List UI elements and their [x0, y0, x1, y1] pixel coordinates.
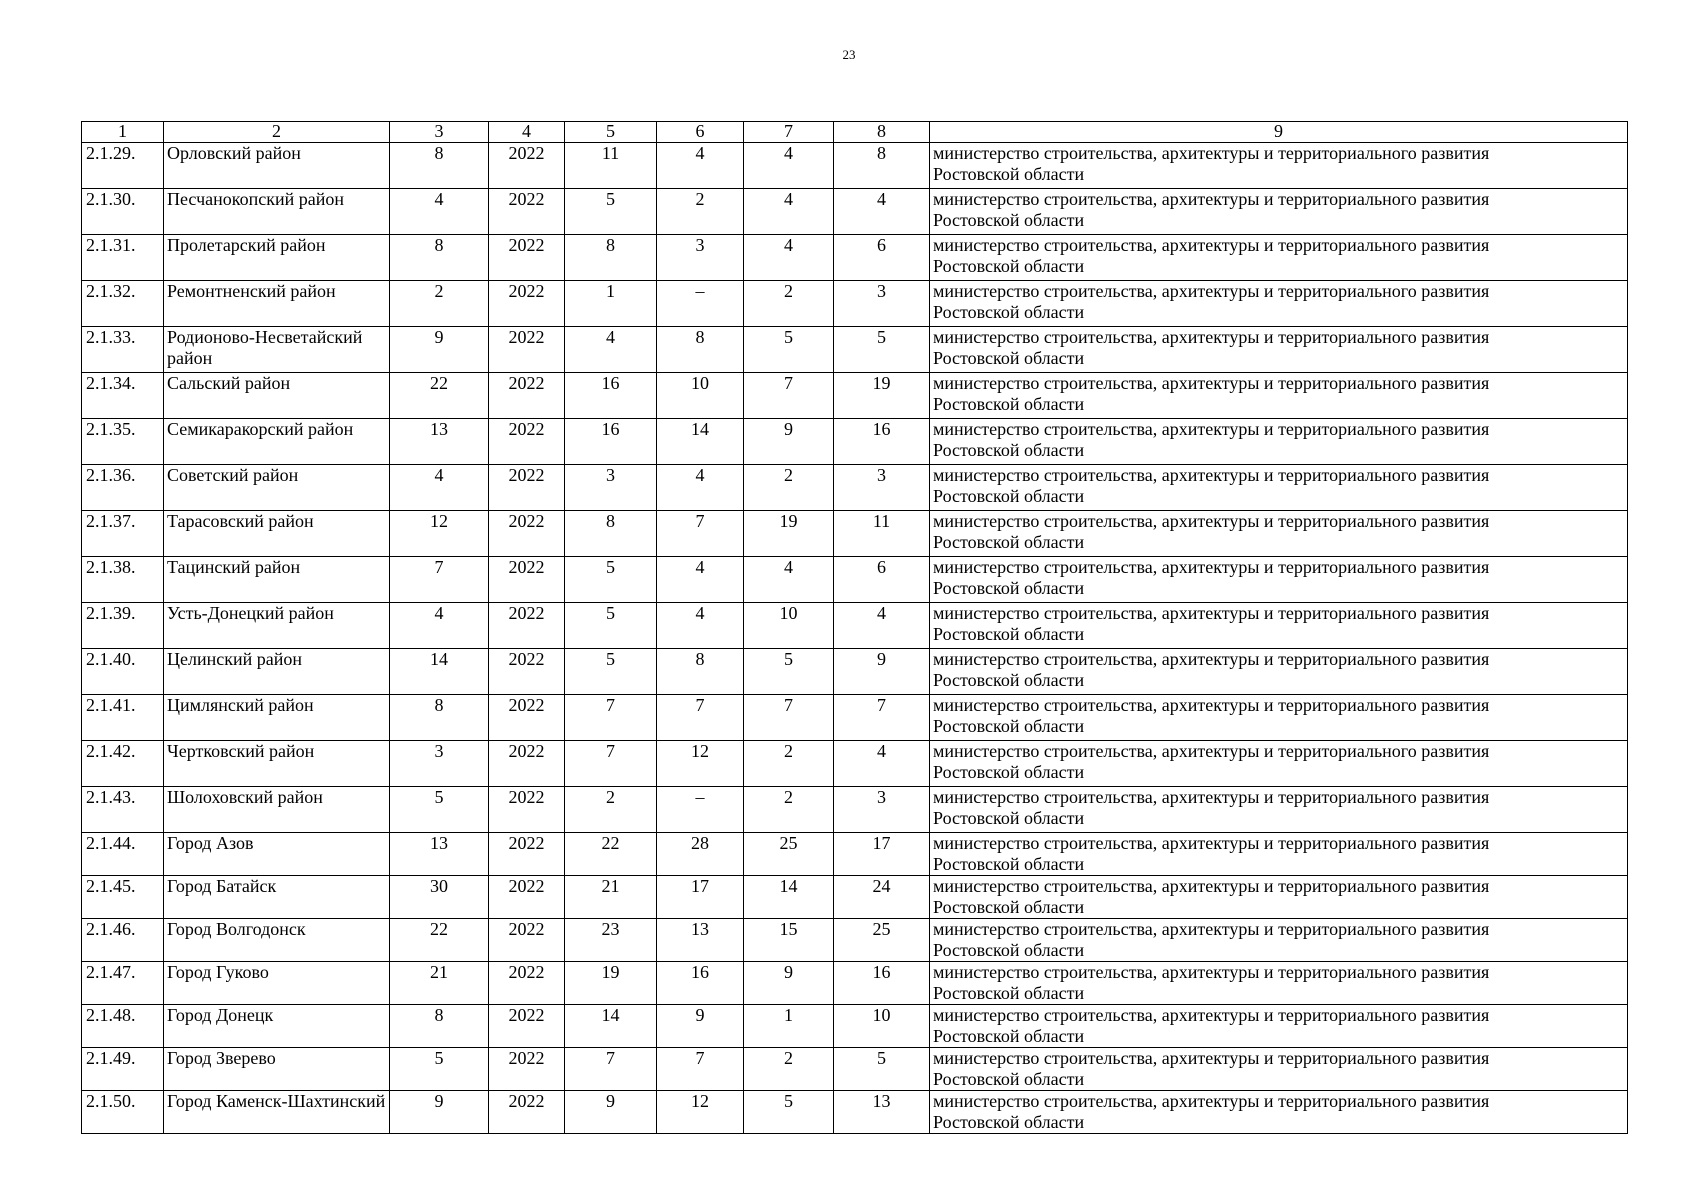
cell-col5: 21 [565, 876, 657, 919]
municipality-name: Город Каменск-Шахтинский [164, 1091, 390, 1134]
table-row [82, 833, 1628, 876]
column-header: 6 [657, 122, 744, 143]
municipality-name: Советский район [164, 465, 390, 511]
cell-col8: 4 [834, 189, 930, 235]
organization-line: министерство строительства, архитектуры и территориального развития [933, 511, 1490, 531]
row-number: 2.1.30. [82, 189, 164, 235]
cell-col8: 19 [834, 373, 930, 419]
cell-col5: 19 [565, 962, 657, 1005]
cell-col6: 28 [657, 833, 744, 876]
cell-year: 2022 [489, 327, 565, 373]
row-number: 2.1.46. [82, 919, 164, 962]
municipality-name: Город Донецк [164, 1005, 390, 1048]
cell-col6: – [657, 787, 744, 833]
cell-col5: 7 [565, 695, 657, 741]
cell-year: 2022 [489, 189, 565, 235]
cell-col6: 3 [657, 235, 744, 281]
cell-col7: 2 [744, 281, 834, 327]
cell-col5: 7 [565, 1048, 657, 1091]
cell-col5: 5 [565, 557, 657, 603]
responsible-organization [930, 741, 1628, 787]
cell-col7: 4 [744, 557, 834, 603]
cell-col8: 11 [834, 511, 930, 557]
table-row [82, 1005, 1628, 1048]
cell-col7: 2 [744, 787, 834, 833]
cell-col7: 1 [744, 1005, 834, 1048]
row-number: 2.1.48. [82, 1005, 164, 1048]
cell-col5: 16 [565, 373, 657, 419]
organization-region: Ростовской области [933, 897, 1085, 917]
responsible-organization [930, 876, 1628, 919]
organization-region: Ростовской области [933, 256, 1085, 276]
municipality-name: Орловский район [164, 143, 390, 189]
responsible-organization [930, 787, 1628, 833]
table-row [82, 1091, 1628, 1134]
responsible-organization [930, 1005, 1628, 1048]
cell-col3: 8 [390, 695, 489, 741]
responsible-organization [930, 1048, 1628, 1091]
table-row [82, 235, 1628, 281]
cell-col3: 8 [390, 143, 489, 189]
cell-col8: 25 [834, 919, 930, 962]
column-header: 2 [164, 122, 390, 143]
cell-col8: 13 [834, 1091, 930, 1134]
responsible-organization [930, 603, 1628, 649]
organization-region: Ростовской области [933, 670, 1085, 690]
row-number: 2.1.39. [82, 603, 164, 649]
organization-line: министерство строительства, архитектуры и территориального развития [933, 962, 1490, 982]
responsible-organization [930, 281, 1628, 327]
responsible-organization [930, 695, 1628, 741]
municipality-name: Город Волгодонск [164, 919, 390, 962]
column-header: 9 [930, 122, 1628, 143]
cell-year: 2022 [489, 235, 565, 281]
cell-col6: 12 [657, 1091, 744, 1134]
cell-col6: 8 [657, 649, 744, 695]
municipality-name: Чертковский район [164, 741, 390, 787]
table-row [82, 327, 1628, 373]
organization-line: министерство строительства, архитектуры и территориального развития [933, 465, 1490, 485]
cell-col8: 4 [834, 603, 930, 649]
cell-col5: 5 [565, 603, 657, 649]
organization-line: министерство строительства, архитектуры и территориального развития [933, 833, 1490, 853]
table-row [82, 695, 1628, 741]
table-row [82, 741, 1628, 787]
cell-col3: 14 [390, 649, 489, 695]
municipality-name: Город Гуково [164, 962, 390, 1005]
organization-line: министерство строительства, архитектуры и территориального развития [933, 557, 1490, 577]
responsible-organization [930, 919, 1628, 962]
responsible-organization [930, 143, 1628, 189]
cell-col3: 4 [390, 465, 489, 511]
cell-col3: 22 [390, 919, 489, 962]
cell-col7: 9 [744, 419, 834, 465]
header-row [82, 122, 1628, 143]
cell-col7: 5 [744, 1091, 834, 1134]
cell-col3: 9 [390, 1091, 489, 1134]
municipality-name: Пролетарский район [164, 235, 390, 281]
organization-line: министерство строительства, архитектуры и территориального развития [933, 741, 1490, 761]
organization-region: Ростовской области [933, 1069, 1085, 1089]
cell-col5: 5 [565, 189, 657, 235]
municipality-name: Песчанокопский район [164, 189, 390, 235]
organization-region: Ростовской области [933, 486, 1085, 506]
cell-col8: 16 [834, 962, 930, 1005]
cell-col3: 4 [390, 603, 489, 649]
cell-year: 2022 [489, 511, 565, 557]
organization-line: министерство строительства, архитектуры и территориального развития [933, 787, 1490, 807]
cell-col8: 5 [834, 327, 930, 373]
municipality-name: Родионово-Несветайский район [164, 327, 390, 373]
cell-col8: 5 [834, 1048, 930, 1091]
cell-col8: 9 [834, 649, 930, 695]
row-number: 2.1.40. [82, 649, 164, 695]
municipality-name: Семикаракорский район [164, 419, 390, 465]
row-number: 2.1.36. [82, 465, 164, 511]
cell-col3: 22 [390, 373, 489, 419]
cell-col7: 5 [744, 327, 834, 373]
row-number: 2.1.31. [82, 235, 164, 281]
cell-col6: 16 [657, 962, 744, 1005]
cell-year: 2022 [489, 419, 565, 465]
cell-col8: 3 [834, 465, 930, 511]
cell-col5: 2 [565, 787, 657, 833]
cell-col7: 4 [744, 235, 834, 281]
municipality-name: Город Зверево [164, 1048, 390, 1091]
cell-col7: 2 [744, 465, 834, 511]
cell-col6: 12 [657, 741, 744, 787]
cell-year: 2022 [489, 1091, 565, 1134]
organization-line: министерство строительства, архитектуры и территориального развития [933, 695, 1490, 715]
cell-col5: 16 [565, 419, 657, 465]
responsible-organization [930, 511, 1628, 557]
row-number: 2.1.42. [82, 741, 164, 787]
cell-col6: 9 [657, 1005, 744, 1048]
cell-col5: 9 [565, 1091, 657, 1134]
responsible-organization [930, 557, 1628, 603]
cell-year: 2022 [489, 962, 565, 1005]
cell-col3: 8 [390, 235, 489, 281]
cell-year: 2022 [489, 1048, 565, 1091]
organization-region: Ростовской области [933, 348, 1085, 368]
cell-col8: 7 [834, 695, 930, 741]
cell-col8: 10 [834, 1005, 930, 1048]
cell-col6: 2 [657, 189, 744, 235]
organization-region: Ростовской области [933, 808, 1085, 828]
responsible-organization [930, 833, 1628, 876]
municipality-name: Усть-Донецкий район [164, 603, 390, 649]
cell-col3: 3 [390, 741, 489, 787]
organization-line: министерство строительства, архитектуры и территориального развития [933, 1091, 1490, 1111]
cell-col6: 8 [657, 327, 744, 373]
organization-region: Ростовской области [933, 578, 1085, 598]
cell-col5: 4 [565, 327, 657, 373]
table-row [82, 557, 1628, 603]
cell-col8: 16 [834, 419, 930, 465]
organization-line: министерство строительства, архитектуры и территориального развития [933, 235, 1490, 255]
cell-col8: 6 [834, 235, 930, 281]
cell-col6: 7 [657, 511, 744, 557]
organization-region: Ростовской области [933, 302, 1085, 322]
table-row [82, 649, 1628, 695]
cell-col8: 6 [834, 557, 930, 603]
table-row [82, 1048, 1628, 1091]
row-number: 2.1.29. [82, 143, 164, 189]
organization-line: министерство строительства, архитектуры и территориального развития [933, 649, 1490, 669]
row-number: 2.1.32. [82, 281, 164, 327]
row-number: 2.1.45. [82, 876, 164, 919]
table-row [82, 787, 1628, 833]
cell-col5: 23 [565, 919, 657, 962]
cell-col3: 7 [390, 557, 489, 603]
cell-col6: 13 [657, 919, 744, 962]
municipality-name: Ремонтненский район [164, 281, 390, 327]
column-header: 3 [390, 122, 489, 143]
table-row [82, 373, 1628, 419]
table-row [82, 189, 1628, 235]
table-row [82, 962, 1628, 1005]
organization-line: министерство строительства, архитектуры и территориального развития [933, 876, 1490, 896]
organization-region: Ростовской области [933, 440, 1085, 460]
cell-col7: 19 [744, 511, 834, 557]
column-header: 1 [82, 122, 164, 143]
cell-col7: 4 [744, 189, 834, 235]
cell-col3: 21 [390, 962, 489, 1005]
column-header: 7 [744, 122, 834, 143]
organization-region: Ростовской области [933, 532, 1085, 552]
row-number: 2.1.44. [82, 833, 164, 876]
cell-col6: 4 [657, 143, 744, 189]
organization-region: Ростовской области [933, 394, 1085, 414]
organization-region: Ростовской области [933, 1026, 1085, 1046]
municipality-name: Сальский район [164, 373, 390, 419]
cell-col8: 3 [834, 787, 930, 833]
row-number: 2.1.43. [82, 787, 164, 833]
column-header: 5 [565, 122, 657, 143]
cell-year: 2022 [489, 373, 565, 419]
responsible-organization [930, 962, 1628, 1005]
cell-year: 2022 [489, 787, 565, 833]
cell-col5: 14 [565, 1005, 657, 1048]
cell-col5: 3 [565, 465, 657, 511]
cell-col3: 12 [390, 511, 489, 557]
cell-col7: 2 [744, 741, 834, 787]
row-number: 2.1.35. [82, 419, 164, 465]
cell-year: 2022 [489, 741, 565, 787]
row-number: 2.1.49. [82, 1048, 164, 1091]
organization-region: Ростовской области [933, 940, 1085, 960]
row-number: 2.1.34. [82, 373, 164, 419]
cell-col6: 7 [657, 695, 744, 741]
cell-col5: 5 [565, 649, 657, 695]
cell-col3: 5 [390, 1048, 489, 1091]
cell-col8: 17 [834, 833, 930, 876]
responsible-organization [930, 189, 1628, 235]
organization-line: министерство строительства, архитектуры и территориального развития [933, 281, 1490, 301]
organization-region: Ростовской области [933, 716, 1085, 736]
table-row [82, 143, 1628, 189]
cell-col3: 13 [390, 419, 489, 465]
cell-col6: 4 [657, 465, 744, 511]
cell-col3: 9 [390, 327, 489, 373]
cell-col3: 30 [390, 876, 489, 919]
data-table [81, 121, 1628, 1134]
row-number: 2.1.47. [82, 962, 164, 1005]
cell-year: 2022 [489, 143, 565, 189]
cell-col5: 8 [565, 511, 657, 557]
organization-region: Ростовской области [933, 210, 1085, 230]
organization-line: министерство строительства, архитектуры и территориального развития [933, 603, 1490, 623]
table-row [82, 603, 1628, 649]
row-number: 2.1.38. [82, 557, 164, 603]
cell-col7: 2 [744, 1048, 834, 1091]
cell-year: 2022 [489, 833, 565, 876]
cell-col8: 3 [834, 281, 930, 327]
cell-col7: 9 [744, 962, 834, 1005]
cell-col7: 4 [744, 143, 834, 189]
cell-year: 2022 [489, 919, 565, 962]
cell-col7: 7 [744, 373, 834, 419]
responsible-organization [930, 419, 1628, 465]
cell-col8: 8 [834, 143, 930, 189]
row-number: 2.1.37. [82, 511, 164, 557]
cell-col5: 8 [565, 235, 657, 281]
organization-region: Ростовской области [933, 854, 1085, 874]
column-header: 4 [489, 122, 565, 143]
organization-region: Ростовской области [933, 624, 1085, 644]
table-row [82, 919, 1628, 962]
organization-line: министерство строительства, архитектуры и территориального развития [933, 327, 1490, 347]
cell-col8: 24 [834, 876, 930, 919]
table-row [82, 419, 1628, 465]
responsible-organization [930, 465, 1628, 511]
responsible-organization [930, 649, 1628, 695]
organization-line: министерство строительства, архитектуры и территориального развития [933, 419, 1490, 439]
table-row [82, 465, 1628, 511]
responsible-organization [930, 373, 1628, 419]
organization-region: Ростовской области [933, 762, 1085, 782]
row-number: 2.1.41. [82, 695, 164, 741]
row-number: 2.1.50. [82, 1091, 164, 1134]
cell-col3: 13 [390, 833, 489, 876]
organization-region: Ростовской области [933, 983, 1085, 1003]
cell-col6: 17 [657, 876, 744, 919]
municipality-name: Город Батайск [164, 876, 390, 919]
cell-year: 2022 [489, 603, 565, 649]
cell-col5: 22 [565, 833, 657, 876]
cell-col7: 15 [744, 919, 834, 962]
municipality-name: Целинский район [164, 649, 390, 695]
cell-col6: – [657, 281, 744, 327]
table-row [82, 876, 1628, 919]
cell-year: 2022 [489, 281, 565, 327]
municipality-name: Шолоховский район [164, 787, 390, 833]
organization-line: министерство строительства, архитектуры и территориального развития [933, 189, 1490, 209]
cell-col5: 7 [565, 741, 657, 787]
organization-region: Ростовской области [933, 164, 1085, 184]
table-row [82, 511, 1628, 557]
cell-year: 2022 [489, 465, 565, 511]
cell-year: 2022 [489, 649, 565, 695]
row-number: 2.1.33. [82, 327, 164, 373]
organization-line: министерство строительства, архитектуры и территориального развития [933, 143, 1490, 163]
cell-col8: 4 [834, 741, 930, 787]
responsible-organization [930, 327, 1628, 373]
page-number: 23 [842, 47, 856, 62]
cell-col3: 2 [390, 281, 489, 327]
municipality-name: Тарасовский район [164, 511, 390, 557]
cell-col6: 10 [657, 373, 744, 419]
cell-col7: 10 [744, 603, 834, 649]
cell-col7: 5 [744, 649, 834, 695]
cell-year: 2022 [489, 695, 565, 741]
cell-col5: 1 [565, 281, 657, 327]
cell-col7: 7 [744, 695, 834, 741]
organization-line: министерство строительства, архитектуры и территориального развития [933, 1005, 1490, 1025]
cell-year: 2022 [489, 1005, 565, 1048]
column-header: 8 [834, 122, 930, 143]
cell-year: 2022 [489, 876, 565, 919]
organization-line: министерство строительства, архитектуры и территориального развития [933, 919, 1490, 939]
cell-col5: 11 [565, 143, 657, 189]
municipality-name: Тацинский район [164, 557, 390, 603]
table-row [82, 281, 1628, 327]
cell-col3: 5 [390, 787, 489, 833]
cell-col3: 8 [390, 1005, 489, 1048]
organization-region: Ростовской области [933, 1112, 1085, 1132]
cell-col7: 25 [744, 833, 834, 876]
municipality-name: Цимлянский район [164, 695, 390, 741]
cell-col6: 4 [657, 603, 744, 649]
cell-col7: 14 [744, 876, 834, 919]
cell-col6: 14 [657, 419, 744, 465]
cell-year: 2022 [489, 557, 565, 603]
organization-line: министерство строительства, архитектуры и территориального развития [933, 373, 1490, 393]
cell-col3: 4 [390, 189, 489, 235]
municipality-name: Город Азов [164, 833, 390, 876]
responsible-organization [930, 1091, 1628, 1134]
organization-line: министерство строительства, архитектуры и территориального развития [933, 1048, 1490, 1068]
responsible-organization [930, 235, 1628, 281]
cell-col6: 7 [657, 1048, 744, 1091]
cell-col6: 4 [657, 557, 744, 603]
